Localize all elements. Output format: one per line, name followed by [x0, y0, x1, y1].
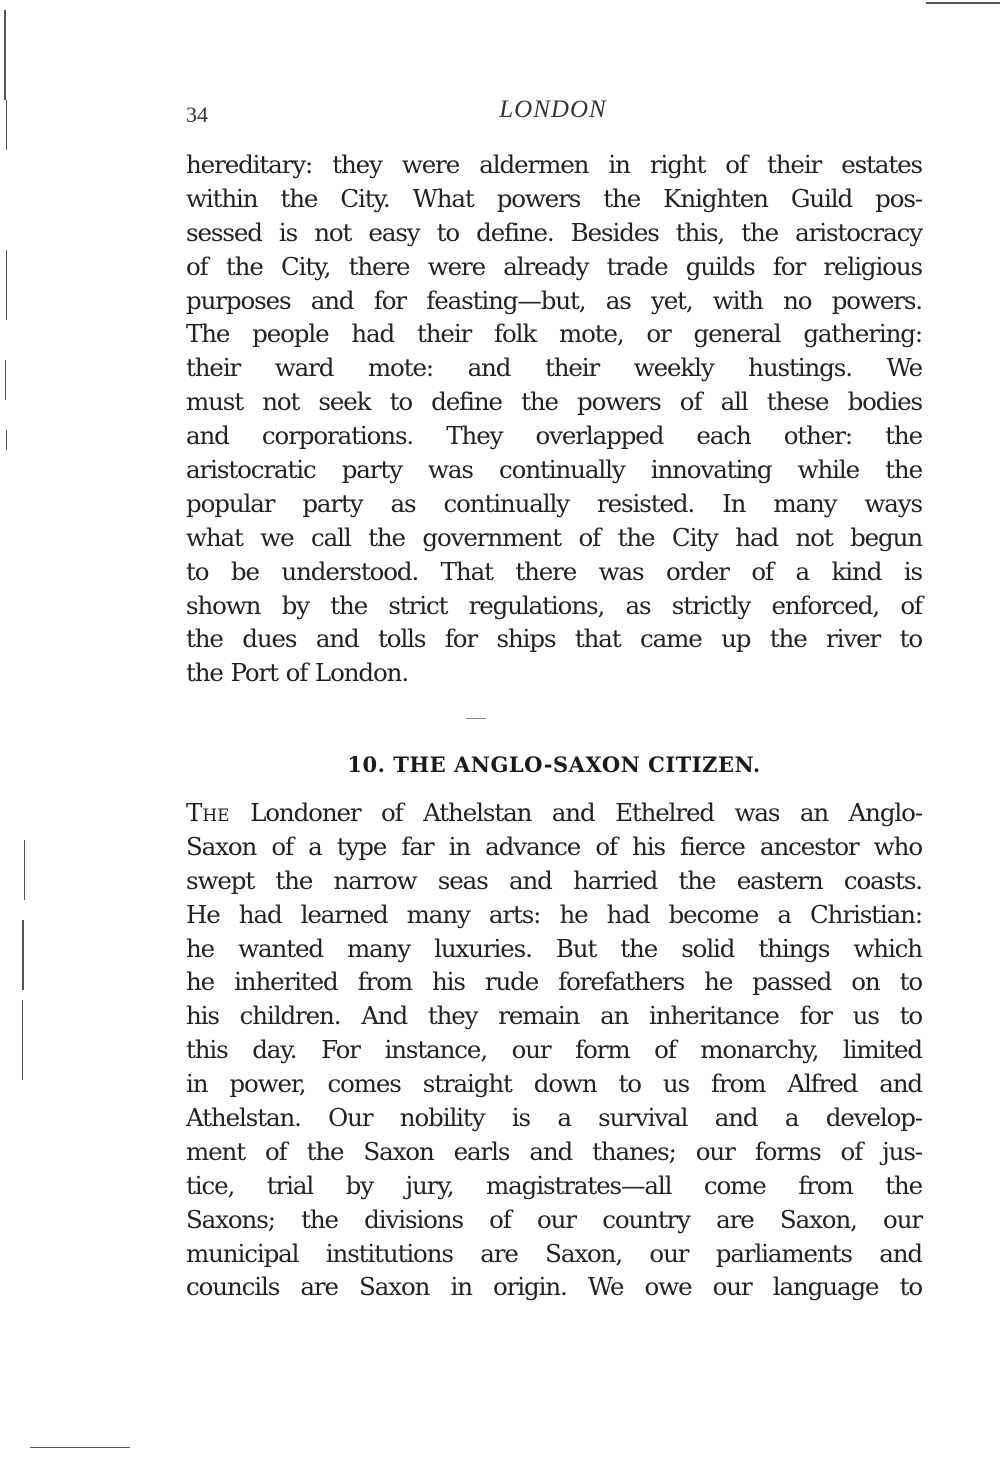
text-line: swept the narrow seas and harried the eastern coasts.	[186, 865, 922, 895]
text-line: popular party as continually resisted. In many ways	[186, 488, 922, 518]
text-line: shown by the strict regulations, as strictly enforced, of	[186, 590, 922, 620]
text-line: Athelstan. Our nobility is a survival and a develop-	[186, 1103, 922, 1133]
text-line: of the City, there were already trade guilds for religious	[186, 251, 922, 281]
text-line: sessed is not easy to define. Besides this, the aristocracy	[186, 217, 922, 247]
running-head-title: LONDON	[499, 96, 607, 123]
text-line: Saxons; the divisions of our country are Saxon, our	[186, 1204, 922, 1234]
scan-edge-mark	[24, 840, 25, 900]
page-header	[186, 96, 920, 132]
text-line: The people had their folk mote, or general gathering:	[186, 319, 922, 349]
text-line: his children. And they remain an inheritance for us to	[186, 1001, 922, 1031]
scan-edge-mark	[5, 360, 6, 400]
scan-edge-mark	[6, 250, 7, 320]
text-line: and corporations. They overlapped each other: the	[186, 421, 922, 451]
text-line: ment of the Saxon earls and thanes; our forms of jus-	[186, 1136, 922, 1166]
text-line: within the City. What powers the Knighten Guild pos-	[186, 183, 922, 213]
text-line: tice, trial by jury, magistrates—all come from the	[186, 1170, 922, 1200]
scan-edge-mark	[926, 2, 1000, 4]
text-line: what we call the government of the City had not begun	[186, 522, 922, 552]
text-line: Saxon of a type far in advance of his fierce ancestor who	[186, 831, 922, 861]
text-line: this day. For instance, our form of monarchy, limited	[186, 1035, 922, 1065]
text-line: he wanted many luxuries. But the solid things which	[186, 933, 922, 963]
paragraph-1	[186, 148, 922, 690]
paragraph-2	[186, 796, 922, 1304]
scan-edge-mark	[30, 1447, 130, 1448]
drop-word: The	[186, 798, 230, 827]
text-line: must not seek to define the powers of all these bodies	[186, 387, 922, 417]
scan-edge-mark	[6, 430, 7, 450]
text-line: their ward mote: and their weekly hustings. We	[186, 353, 922, 383]
scan-edge-mark	[22, 920, 24, 990]
text-line: aristocratic party was continually innovating while the	[186, 455, 922, 485]
scan-edge-mark	[4, 10, 6, 100]
first-line-text: Londoner of Athelstan and Ethelred was an Anglo-	[229, 798, 922, 827]
text-line: the Port of London.	[186, 658, 409, 688]
text-line: He had learned many arts: he had become a Christian:	[186, 899, 922, 929]
scan-edge-mark	[6, 100, 7, 150]
text-line: councils are Saxon in origin. We owe our language to	[186, 1272, 922, 1302]
text-line: hereditary: they were aldermen in right of their estates	[186, 150, 922, 179]
scan-edge-mark	[22, 1000, 23, 1080]
text-line: he inherited from his rude forefathers he passed on to	[186, 967, 922, 997]
page-number: 34	[186, 102, 208, 127]
text-line: to be understood. That there was order of a kind is	[186, 556, 922, 586]
section-heading: 10. THE ANGLO-SAXON CITIZEN.	[347, 752, 761, 777]
section-divider	[466, 718, 486, 719]
text-line: in power, comes straight down to us from Alfred and	[186, 1069, 922, 1099]
text-line: the dues and tolls for ships that came up the river to	[186, 624, 922, 654]
text-line-first	[186, 796, 922, 830]
text-line: municipal institutions are Saxon, our parliaments and	[186, 1238, 922, 1268]
text-line: purposes and for feasting—but, as yet, with no powers.	[186, 285, 922, 315]
